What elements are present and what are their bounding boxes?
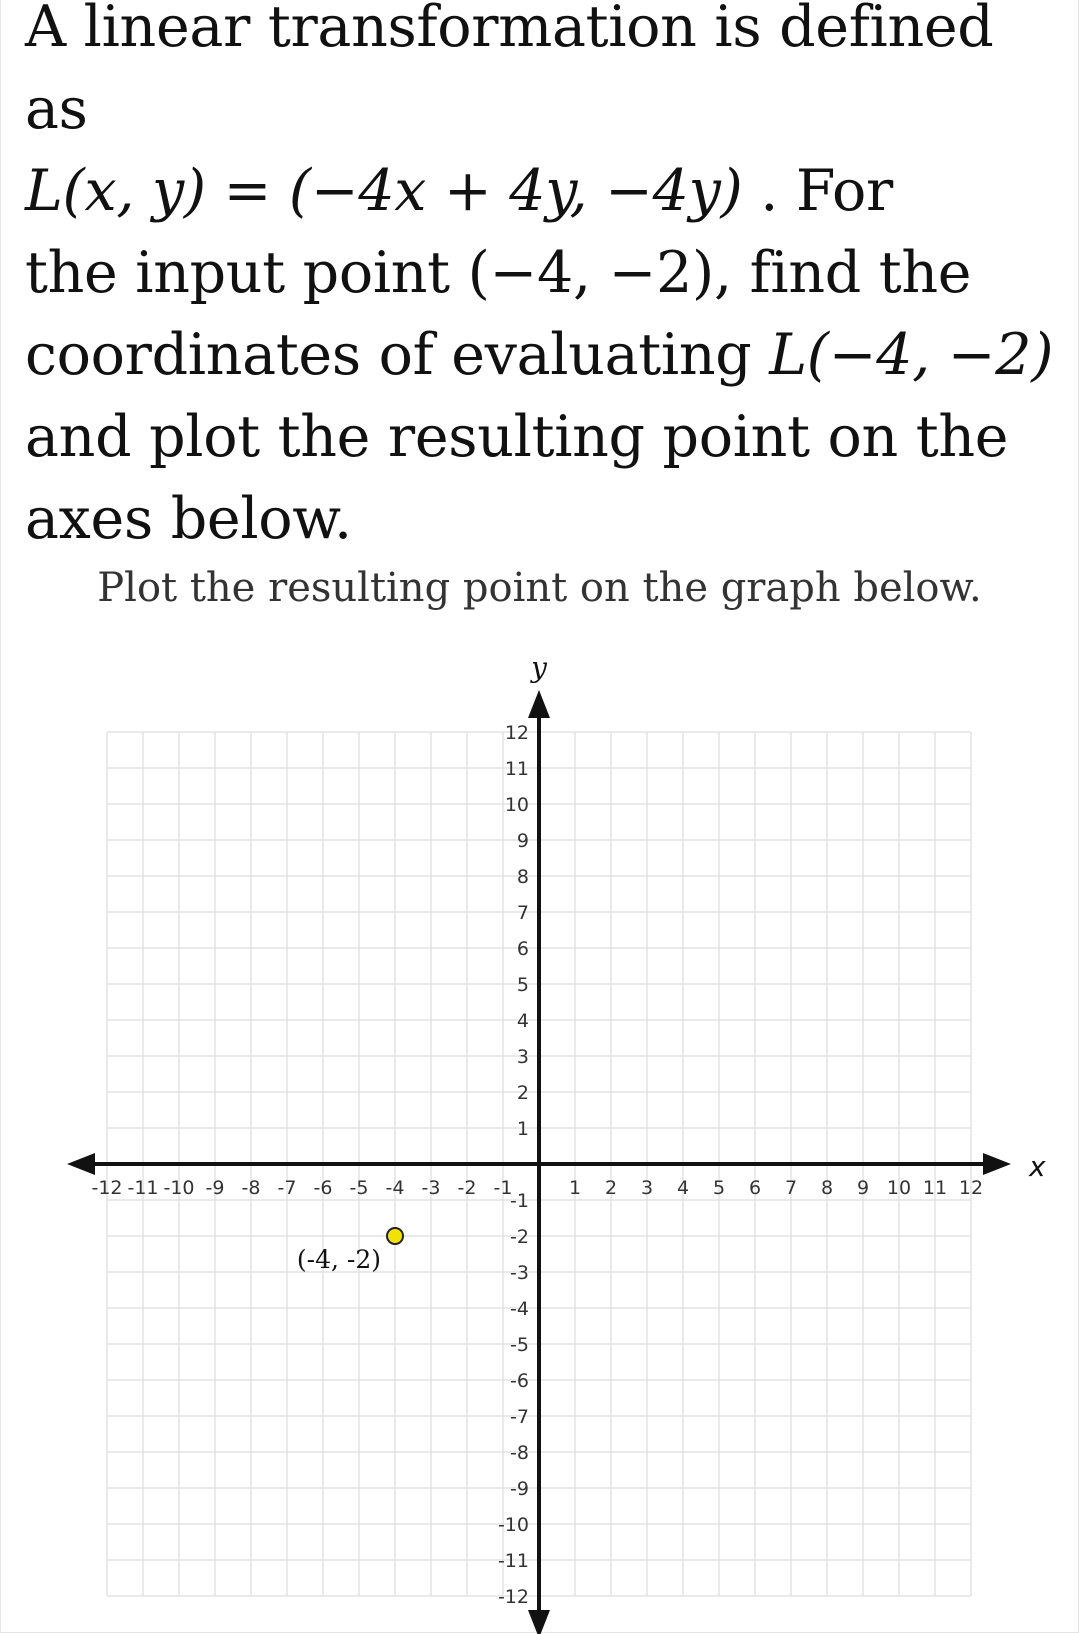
y-tick-label: 7	[516, 902, 529, 924]
y-tick-label: -6	[510, 1370, 529, 1392]
y-tick-label: 11	[504, 758, 529, 780]
y-tick-label: 8	[516, 866, 529, 888]
x-tick-label: 12	[958, 1177, 984, 1199]
y-tick-label: -8	[510, 1442, 529, 1464]
y-axis-label: y	[531, 651, 547, 684]
x-axis-right-arrow-icon	[983, 1153, 1011, 1175]
x-tick-label: 7	[784, 1177, 798, 1199]
y-tick-label: -2	[510, 1226, 529, 1248]
x-tick-label: -9	[205, 1177, 225, 1199]
y-tick-label: 6	[516, 938, 529, 960]
x-tick-label: 3	[640, 1177, 654, 1199]
x-tick-label: 1	[568, 1177, 582, 1199]
question-line-6: axes below.	[25, 486, 352, 552]
x-tick-label: -7	[277, 1177, 297, 1199]
formula-tail: . For	[742, 158, 893, 224]
x-tick-label: 6	[748, 1177, 762, 1199]
y-tick-label: 3	[516, 1046, 529, 1068]
x-tick-label: -12	[91, 1177, 123, 1199]
y-tick-label: 12	[504, 722, 529, 744]
y-tick-label: -12	[497, 1586, 529, 1608]
formula-lhs: L(x, y) =	[25, 158, 289, 224]
x-tick-label: -2	[457, 1177, 477, 1199]
question-line-1: A linear transformation is defined as	[25, 0, 994, 142]
x-tick-label: -8	[241, 1177, 261, 1199]
x-tick-label: -5	[349, 1177, 369, 1199]
y-axis-down-arrow-icon	[528, 1610, 550, 1634]
x-tick-label: -11	[127, 1177, 159, 1199]
plot-instruction: Plot the resulting point on the graph below.	[97, 565, 982, 611]
question-line-3: the input point (−4, −2), find the	[25, 240, 972, 306]
y-tick-label: -11	[497, 1550, 529, 1572]
y-tick-label: -9	[510, 1478, 529, 1500]
y-tick-label: -3	[510, 1262, 529, 1284]
x-tick-label: -3	[421, 1177, 441, 1199]
x-tick-label: 11	[922, 1177, 948, 1199]
x-tick-label: -4	[385, 1177, 405, 1199]
y-tick-label: 9	[516, 830, 529, 852]
x-tick-label: 4	[676, 1177, 690, 1199]
question-line-4: coordinates of evaluating L(−4, −2)	[25, 322, 1054, 388]
x-axis-label: x	[1029, 1150, 1046, 1183]
x-tick-label: -10	[163, 1177, 195, 1199]
x-tick-label: 9	[856, 1177, 870, 1199]
y-tick-label: 1	[516, 1118, 529, 1140]
y-tick-label: 4	[516, 1010, 529, 1032]
y-tick-label: -5	[510, 1334, 529, 1356]
input-point: (−4, −2)	[467, 240, 714, 306]
y-axis-up-arrow-icon	[528, 690, 550, 718]
formula-rhs: (−4x + 4y, −4y)	[288, 158, 743, 224]
y-tick-label: -7	[510, 1406, 529, 1428]
point-label: (-4, -2)	[296, 1245, 381, 1274]
question-line-5: and plot the resulting point on the	[25, 404, 1009, 470]
y-tick-label: 10	[504, 794, 529, 816]
y-tick-label: 5	[516, 974, 529, 996]
x-tick-label: -6	[313, 1177, 333, 1199]
x-tick-label: -1	[493, 1177, 513, 1199]
x-tick-label: 8	[820, 1177, 834, 1199]
plotted-point[interactable]	[387, 1228, 403, 1244]
x-axis-left-arrow-icon	[67, 1153, 95, 1175]
x-tick-label: 5	[712, 1177, 726, 1199]
eval-expression: L(−4, −2)	[769, 322, 1054, 388]
y-tick-label: -4	[510, 1298, 529, 1320]
x-tick-label: 10	[886, 1177, 912, 1199]
x-tick-label: 2	[604, 1177, 618, 1199]
y-tick-label: -1	[510, 1190, 529, 1212]
y-tick-label: 2	[516, 1082, 529, 1104]
y-tick-label: -10	[497, 1514, 529, 1536]
